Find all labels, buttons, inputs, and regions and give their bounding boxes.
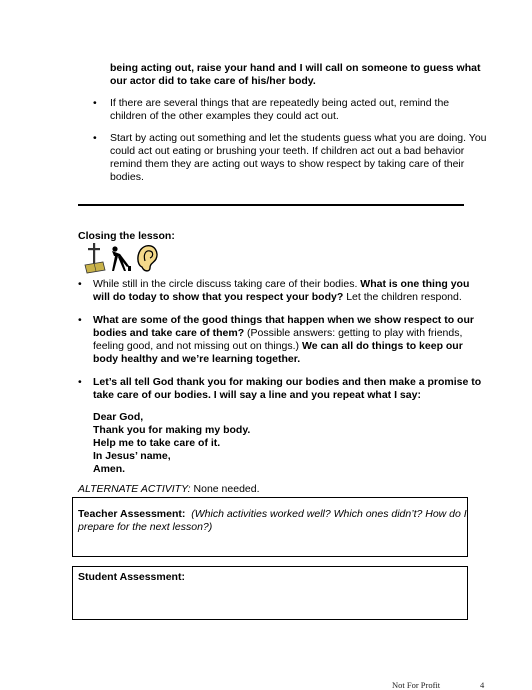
bullet-2-line-1: Start by acting out something and let the students guess what you are doing. You xyxy=(110,132,487,144)
prayer-line: Help me to take care of it. xyxy=(93,437,221,449)
closing-heading: Closing the lesson: xyxy=(78,230,175,242)
stretching-figure-icon xyxy=(112,246,131,271)
prayer-line: Dear God, xyxy=(93,411,144,423)
prayer-line: In Jesus’ name, xyxy=(93,450,171,462)
closing-p1-instruction: Let the children respond. xyxy=(343,291,462,303)
teacher-assessment-line-1 xyxy=(78,508,467,521)
closing-p3-line-2: take care of our bodies. I will say a line and you repeat what I say: xyxy=(93,389,421,401)
prayer-line: Thank you for making my body. xyxy=(93,424,251,436)
closing-p1-question-start: What is one thing you xyxy=(360,278,470,290)
teacher-assessment-question: (Which activities worked well? Which ones didn’t? How do I xyxy=(191,508,467,520)
closing-p1-line-2 xyxy=(93,291,462,304)
continued-line-1: being acting out, raise your hand and I will call on someone to guess what xyxy=(110,62,481,74)
closing-icons xyxy=(84,241,162,275)
teacher-assessment-label: Teacher Assessment: xyxy=(78,508,186,520)
closing-p2-line-3 xyxy=(93,340,463,353)
bullet-dot: • xyxy=(93,97,97,109)
alternate-activity xyxy=(78,483,260,496)
closing-p1-question-end: will do today to show that you respect your body? xyxy=(93,291,344,303)
bullet-2-line-3: remind them they are acting out ways to show respect by taking care of their xyxy=(110,158,465,170)
closing-p2-line-2 xyxy=(93,327,462,340)
closing-p2-line-1: What are some of the good things that happen when we show respect to our xyxy=(93,314,474,326)
prayer-line: Amen. xyxy=(93,463,126,475)
closing-p2-answers-end: feeling good, and not missing out on things.) xyxy=(93,340,302,352)
page-number: 4 xyxy=(480,680,485,690)
bullet-dot: • xyxy=(93,132,97,144)
teacher-assessment-line-2: prepare for the next lesson?) xyxy=(78,521,213,533)
alternate-activity-value: None needed. xyxy=(190,483,260,495)
closing-p2-answers-start: (Possible answers: getting to play with friends, xyxy=(244,327,463,339)
cross-bible-icon xyxy=(85,243,105,273)
section-divider xyxy=(78,204,464,206)
closing-p3-line-1: Let’s all tell God thank you for making our bodies and then make a promise to xyxy=(93,376,482,388)
closing-p2-statement-start: We can all do things to keep our xyxy=(301,340,463,352)
closing-p2-line-4: body healthy and we’re learning together. xyxy=(93,353,301,365)
bullet-dot: • xyxy=(78,278,82,290)
alternate-activity-label: ALTERNATE ACTIVITY: xyxy=(78,483,191,495)
bullet-1-line-2: children of the other examples they could act out. xyxy=(110,110,339,122)
bullet-1-line-1: If there are several things that are repeatedly being acted out, remind the xyxy=(110,97,450,109)
closing-p1-text: While still in the circle discuss taking care of their bodies. xyxy=(93,278,361,290)
bullet-2-line-4: bodies. xyxy=(110,171,144,183)
closing-p1-line-1 xyxy=(93,278,469,291)
ear-icon xyxy=(138,246,157,271)
bullet-dot: • xyxy=(78,376,82,388)
closing-p2-question-end: bodies and take care of them? xyxy=(93,327,245,339)
bullet-2-line-2: could act out eating or brushing your teeth. If children act out a bad behavior xyxy=(110,145,465,157)
continued-line-2: our actor did to take care of his/her body. xyxy=(110,75,316,87)
bullet-dot: • xyxy=(78,314,82,326)
student-assessment-label: Student Assessment: xyxy=(78,571,185,583)
footer-text: Not For Profit xyxy=(392,680,441,690)
